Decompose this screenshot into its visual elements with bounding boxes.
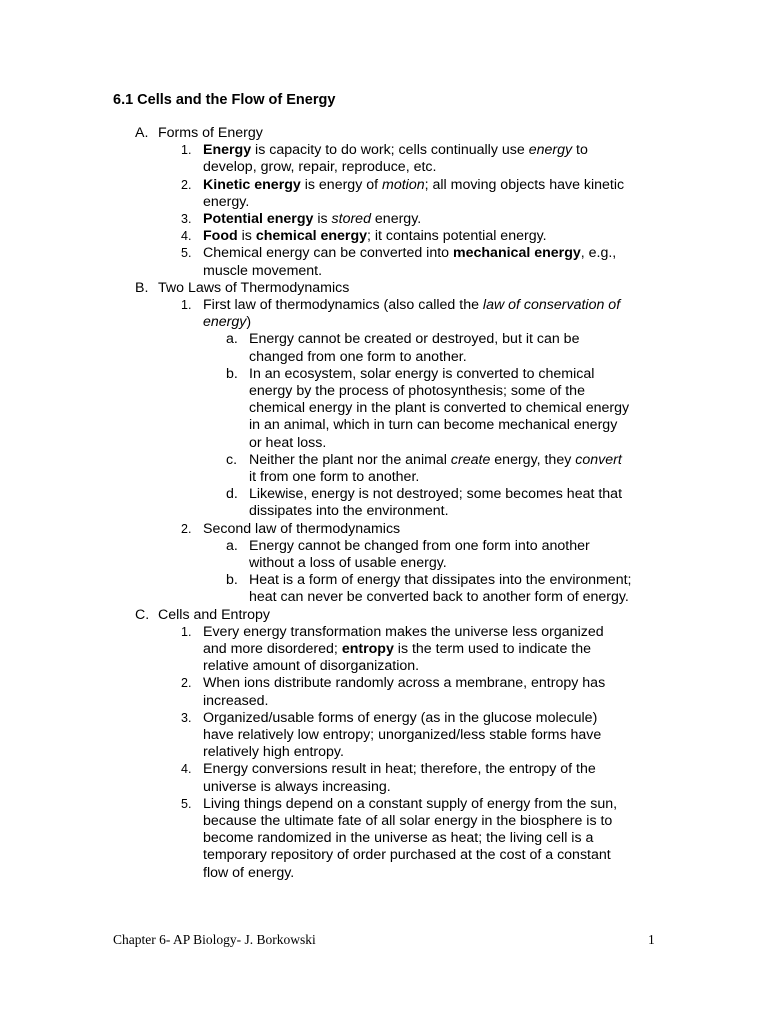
item-text-line [203,641,591,658]
text-run: without a loss of usable energy. [249,555,447,571]
text-run: Likewise, energy is not destroyed; some becomes heat that [249,486,623,503]
text-run: ; it contains potential energy. [367,228,547,245]
text-run: relative amount of disorganization. [203,658,420,675]
text-run: become randomized in the universe as heat; the living cell is a [203,830,594,847]
subitem-text-line [249,555,447,572]
text-run: Every energy transformation makes the universe less organized [203,623,604,640]
section-marker: A. [135,125,149,141]
text-run: Potential energy [203,211,314,227]
item-text-line [203,177,624,194]
item-marker: 1. [181,624,192,639]
item-text-line [203,194,249,211]
item-text-line [203,263,322,280]
item-text-line [203,675,605,692]
subitem-text-line [249,486,622,503]
item-marker: 5. [181,796,192,811]
text-run: Food [203,228,238,245]
text-run: In an ecosystem, solar energy is converted to chemical [249,365,595,382]
page-heading: 6.1 Cells and the Flow of Energy [113,92,336,108]
item-text-line [203,796,617,813]
item-text-line [203,297,620,314]
section-title: Cells and Entropy [158,606,270,623]
text-run: Neither the plant nor the animal [249,451,451,468]
text-run: flow of energy. [203,864,295,881]
item-text-line [203,865,294,882]
item-text-line [203,314,251,331]
item-text-line [203,727,601,744]
subitem-text-line [249,572,631,589]
item-marker: 2. [181,177,192,192]
text-run: chemical energy in the plant is converted to chemical energy [249,400,630,417]
text-run: ; all moving objects have kinetic [424,176,625,193]
text-run: develop, grow, repair, reproduce, etc. [203,159,437,176]
subitem-marker: b. [226,572,238,589]
subitem-marker: a. [226,537,238,554]
text-run: is energy of [300,176,383,193]
text-run: energy [528,142,573,159]
text-run: chemical energy [255,228,368,245]
text-run: to [572,142,588,159]
text-run: Energy [203,142,252,159]
subitem-text-line [249,383,585,400]
text-run: Heat is a form of energy that dissipates into the environment; [249,572,632,589]
text-run: energy. [370,211,422,227]
item-marker: 3. [181,212,192,226]
item-marker: 2. [181,521,192,536]
text-run: is [237,228,256,245]
text-run: energy. [203,193,250,210]
subitem-marker: a. [226,331,238,348]
subitem-marker: c. [226,451,238,468]
text-run: or heat loss. [249,434,327,451]
item-marker: 1. [181,143,192,158]
footer-text: Chapter 6- AP Biology- J. Borkowski [113,932,316,947]
text-run: energy, they [490,451,576,468]
text-run: entropy [341,641,394,657]
item-text-line [203,211,421,228]
text-run: convert [575,451,622,468]
text-run: create [450,451,491,468]
item-text-line [203,142,588,159]
text-run: law of conservation of [482,297,621,313]
subitem-text-line [249,417,617,434]
item-text-line [203,813,612,830]
item-text-line [203,521,400,538]
item-text-line [203,159,436,176]
text-run: Energy conversions result in heat; therefore, the entropy of the [203,761,596,778]
subitem-text-line [249,435,326,452]
text-run: mechanical energy [453,245,581,262]
subitem-text-line [249,503,449,520]
subitem-text-line [249,400,629,417]
item-text-line [203,830,593,847]
text-run: When ions distribute randomly across a membrane, entropy has [203,675,606,692]
text-run: Organized/usable forms of energy (as in the glucose molecule) [203,709,598,726]
item-marker: 4. [181,762,192,777]
text-run: , e.g., [580,245,617,262]
item-marker: 4. [181,229,192,244]
text-run: temporary repository of order purchased at the cost of a constant [203,847,611,864]
subitem-text-line [249,349,467,366]
text-run: muscle movement. [203,262,323,279]
subitem-text-line [249,366,594,383]
item-marker: 2. [181,676,192,691]
section-marker: B. [135,279,149,296]
item-text-line [203,624,604,641]
text-run: ) [246,314,252,331]
item-marker: 5. [181,246,192,261]
text-run: because the ultimate fate of all solar energy in the biosphere is to [203,813,613,829]
section-marker: C. [135,606,150,623]
text-run: Energy cannot be created or destroyed, but it can be [249,331,580,348]
text-run: dissipates into the environment. [249,503,449,520]
subitem-marker: b. [226,365,238,382]
text-run: have relatively low entropy; unorganized/less stable forms have [203,727,602,743]
item-text-line [203,658,419,675]
text-run: energy [203,314,247,331]
text-run: Living things depend on a constant supply of energy from the sun, [203,795,618,812]
text-run: in an animal, which in turn can become mechanical energy [249,417,618,434]
text-run: stored [331,211,371,227]
text-run: motion [382,176,425,193]
text-run: changed from one form to another. [249,348,467,365]
subitem-text-line [249,452,622,469]
text-run: increased. [203,692,269,709]
text-run: energy by the process of photosynthesis; some of the [249,383,585,399]
text-run: heat can never be converted back to another form of energy. [249,589,629,606]
section-title: Forms of Energy [158,125,263,141]
text-run: and more disordered; [203,641,342,657]
text-run: Chemical energy can be converted into [203,245,453,262]
page-number: 1 [648,932,655,947]
text-run: is the term used to indicate the [393,641,592,657]
section-title: Two Laws of Thermodynamics [158,279,350,296]
item-text-line [203,228,547,245]
text-run: it from one form to another. [249,469,420,485]
subitem-text-line [249,331,579,348]
item-text-line [203,245,616,262]
text-run: is capacity to do work; cells continually use [251,142,529,159]
text-run: First law of thermodynamics (also called the [203,297,483,313]
text-run: universe is always increasing. [203,778,391,795]
subitem-marker: d. [226,486,238,503]
item-text-line [203,710,597,727]
item-text-line [203,693,268,710]
subitem-text-line [249,538,590,555]
item-marker: 1. [181,298,192,312]
item-text-line [203,744,344,761]
text-run: relatively high entropy. [203,744,344,761]
text-run: is [313,211,332,227]
subitem-text-line [249,589,629,606]
item-text-line [203,779,391,796]
item-text-line [203,761,596,778]
text-run: Second law of thermodynamics [203,520,401,537]
subitem-text-line [249,469,419,486]
item-text-line [203,847,611,864]
text-run: Kinetic energy [203,176,301,193]
text-run: Energy cannot be changed from one form into another [249,537,590,554]
item-marker: 3. [181,710,192,725]
